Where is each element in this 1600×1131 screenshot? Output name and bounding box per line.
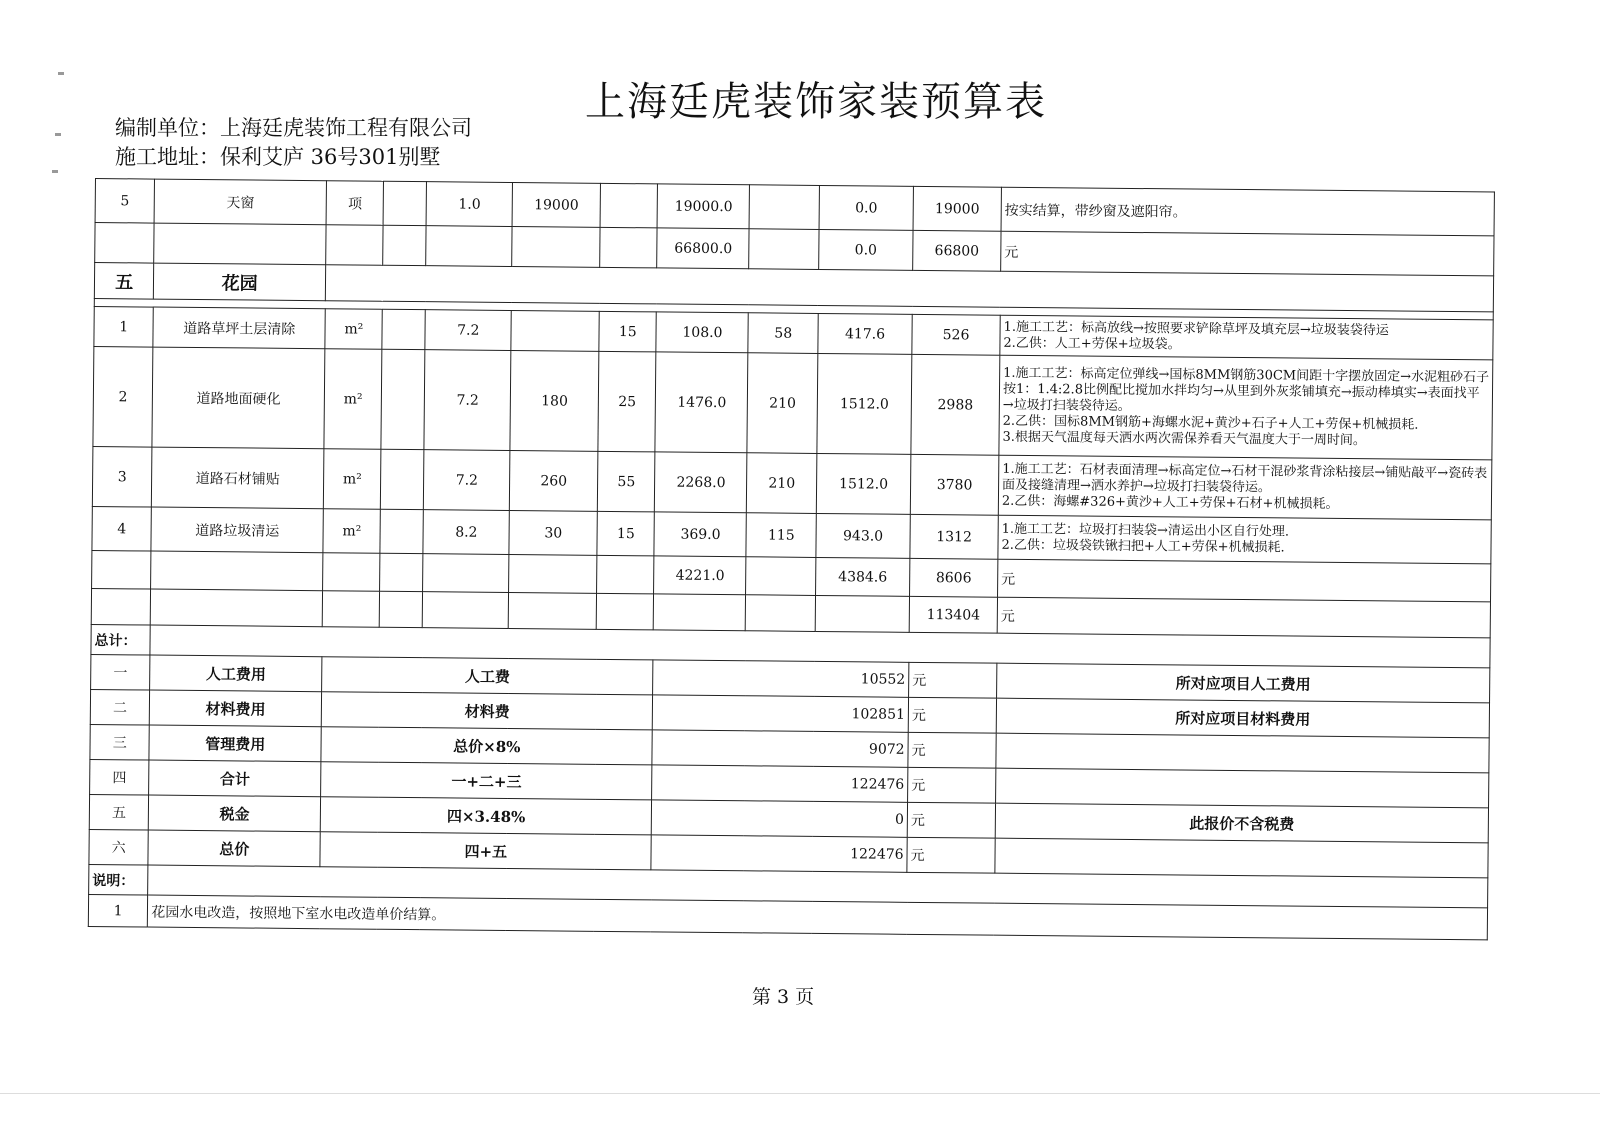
site-line (115, 141, 440, 171)
summary-formula: 四+五 (320, 832, 652, 870)
subtotal-labor: 4384.6 (815, 557, 909, 596)
item-qty: 7.2 (425, 310, 511, 351)
summary-name: 材料费用 (150, 690, 322, 727)
summary-unit: 元 (908, 697, 996, 733)
summary-formula: 四×3.48% (320, 797, 652, 835)
summary-unit: 元 (907, 802, 995, 838)
summary-no: 一 (91, 654, 151, 690)
labor-total: 0.0 (819, 185, 913, 230)
site-label: 施工地址： (115, 145, 220, 169)
page-number: 第 3 页 (752, 986, 815, 1008)
labor-total: 1512.0 (816, 453, 911, 514)
summary-amount: 122476 (651, 835, 907, 872)
summary-amount: 0 (652, 800, 908, 837)
item-qty: 7.2 (424, 450, 510, 511)
summary-amount: 10552 (653, 660, 909, 697)
subtotal-labor: 0.0 (819, 229, 913, 270)
budget-table (88, 178, 1495, 940)
item-qty: 1.0 (426, 182, 512, 227)
document-title: 上海廷虎装饰家装预算表 (585, 79, 1047, 125)
summary-name: 税金 (149, 795, 321, 832)
summary-remark: 此报价不含税费 (995, 803, 1488, 843)
item-name: 天窗 (154, 179, 326, 225)
material-price: 180 (510, 351, 599, 452)
item-unit: m² (324, 349, 382, 450)
row-no: 2 (93, 346, 153, 447)
summary-remark (996, 768, 1489, 808)
summary-formula: 一+二+三 (321, 762, 653, 800)
item-note: 1.施工工艺：垃圾打扫装袋→清运出小区自行处理. 2.乙供：垃圾袋铁锹扫把+人工+劳保+机械损耗. (998, 515, 1491, 564)
summary-amount: 122476 (652, 765, 908, 802)
scan-mark (55, 133, 61, 136)
compiler-label: 编制单位： (115, 116, 220, 140)
section-no: 五 (94, 263, 154, 300)
item-qty: 7.2 (424, 350, 511, 451)
summary-unit: 元 (908, 732, 996, 768)
aux-price: 15 (597, 511, 655, 556)
item-note: 1.施工工艺：标高定位弹线→国标8MM钢筋30CM间距十字摆放固定→水泥粗砂石子按1：1.4:2.8比例配比搅加水拌均匀→从里到外灰浆铺填充→振动棒填实→表面找平→垃圾打扫装袋待运。 2.乙供：国标8MM钢筋+海螺水泥+黄沙+石子+人工+劳保+机械损耗. 3.根据天气温度每天洒水两次需保养看天气温度大于一周时间。 (999, 355, 1493, 460)
scan-mark (52, 170, 58, 173)
section-name: 花园 (154, 263, 326, 301)
item-name: 道路地面硬化 (152, 347, 325, 449)
summary-name: 人工费用 (150, 655, 322, 692)
labor-total: 943.0 (816, 513, 910, 558)
summary-amount: 9072 (652, 730, 908, 767)
summary-remark (995, 838, 1488, 878)
subtotal-total: 66800 (913, 230, 1001, 271)
item-unit: m² (323, 449, 381, 510)
line-total: 3780 (910, 454, 999, 515)
labor-total: 1512.0 (817, 353, 912, 454)
material-price (511, 311, 599, 352)
summary-no: 五 (89, 794, 149, 830)
site-value: 保利艾庐 36号301别墅 (220, 145, 441, 169)
summary-remark: 所对应项目材料费用 (996, 698, 1489, 738)
table-row (93, 346, 1493, 459)
labor-price: 115 (746, 513, 816, 558)
summary-name: 管理费用 (149, 725, 321, 762)
empty-cell (383, 181, 426, 225)
material-price: 260 (510, 450, 599, 511)
empty-cell (600, 183, 658, 228)
aux-price: 25 (598, 351, 656, 452)
note-text: 花园水电改造，按照地下室水电改造单价结算。 (148, 895, 1488, 940)
item-name: 道路垃圾清运 (151, 507, 323, 553)
summary-name: 总价 (148, 830, 320, 867)
item-note: 1.施工工艺：石材表面清理→标高定位→石材干混砂浆背涂粘接层→铺贴敲平→瓷砖表面及接缝清理→洒水养护→垃圾打扫装袋待运。 2.乙供：海螺#326+黄沙+人工+劳保+石材+机械损耗。 (998, 455, 1492, 520)
labor-price: 58 (748, 313, 818, 354)
material-price: 19000 (512, 183, 600, 228)
line-total: 526 (912, 314, 1000, 355)
summary-formula: 人工费 (322, 657, 654, 695)
subtotal-unit: 元 (1001, 231, 1494, 276)
subtotal-material: 4221.0 (654, 556, 746, 595)
row-no: 1 (94, 306, 154, 347)
notes-label: 说明： (89, 864, 149, 895)
item-qty: 8.2 (423, 510, 509, 555)
material-total: 19000.0 (657, 184, 749, 229)
summary-no: 三 (90, 724, 150, 760)
line-total: 2988 (911, 354, 1000, 455)
scan-mark (58, 72, 64, 75)
grand-total: 113404 (909, 596, 997, 633)
material-price: 30 (509, 510, 597, 555)
row-no: 3 (92, 446, 152, 507)
material-total: 1476.0 (655, 352, 748, 453)
summary-formula: 材料费 (321, 692, 653, 730)
summary-no: 六 (89, 829, 149, 865)
summary-unit: 元 (907, 837, 995, 873)
subtotal-total: 8606 (910, 558, 998, 597)
summary-remark (996, 733, 1489, 773)
compiler-line (115, 112, 472, 142)
summary-no: 二 (90, 689, 150, 725)
item-unit: m² (325, 309, 383, 350)
summary-name: 合计 (149, 760, 321, 797)
row-no: 4 (92, 506, 152, 551)
empty-cell (749, 185, 819, 230)
aux-price: 55 (597, 451, 655, 512)
summary-formula: 总价×8% (321, 727, 653, 765)
material-total: 369.0 (654, 512, 746, 557)
note-no: 1 (88, 894, 148, 927)
summary-amount: 102851 (653, 695, 909, 732)
summary-label: 总计： (91, 624, 151, 655)
item-note: 按实结算，带纱窗及遮阳帘。 (1001, 187, 1494, 236)
labor-price: 210 (747, 453, 817, 514)
summary-unit: 元 (909, 662, 997, 698)
subtotal-unit: 元 (998, 559, 1491, 602)
item-name: 道路石材铺贴 (152, 447, 324, 509)
scan-edge-line (0, 1093, 1600, 1094)
item-note: 1.施工工艺：标高放线→按照要求铲除草坪及填充层→垃圾装袋待运 2.乙供：人工+劳保+垃圾袋。 (1000, 315, 1493, 360)
item-unit: m² (323, 509, 381, 554)
subtotal-material: 66800.0 (657, 228, 749, 269)
line-total: 1312 (910, 514, 998, 559)
summary-unit: 元 (908, 767, 996, 803)
budget-sheet (88, 178, 1495, 940)
row-no: 5 (95, 179, 155, 224)
grand-total-unit: 元 (997, 597, 1490, 638)
summary-no: 四 (90, 759, 150, 795)
item-unit: 项 (326, 181, 384, 226)
material-total: 108.0 (656, 312, 748, 353)
line-total: 19000 (913, 186, 1001, 231)
aux-price: 15 (599, 311, 657, 352)
labor-price: 210 (747, 353, 817, 454)
compiler-value: 上海廷虎装饰工程有限公司 (220, 116, 472, 140)
item-name: 道路草坪土层清除 (153, 307, 325, 349)
summary-remark: 所对应项目人工费用 (997, 663, 1490, 703)
labor-total: 417.6 (818, 313, 912, 354)
material-total: 2268.0 (655, 452, 748, 513)
